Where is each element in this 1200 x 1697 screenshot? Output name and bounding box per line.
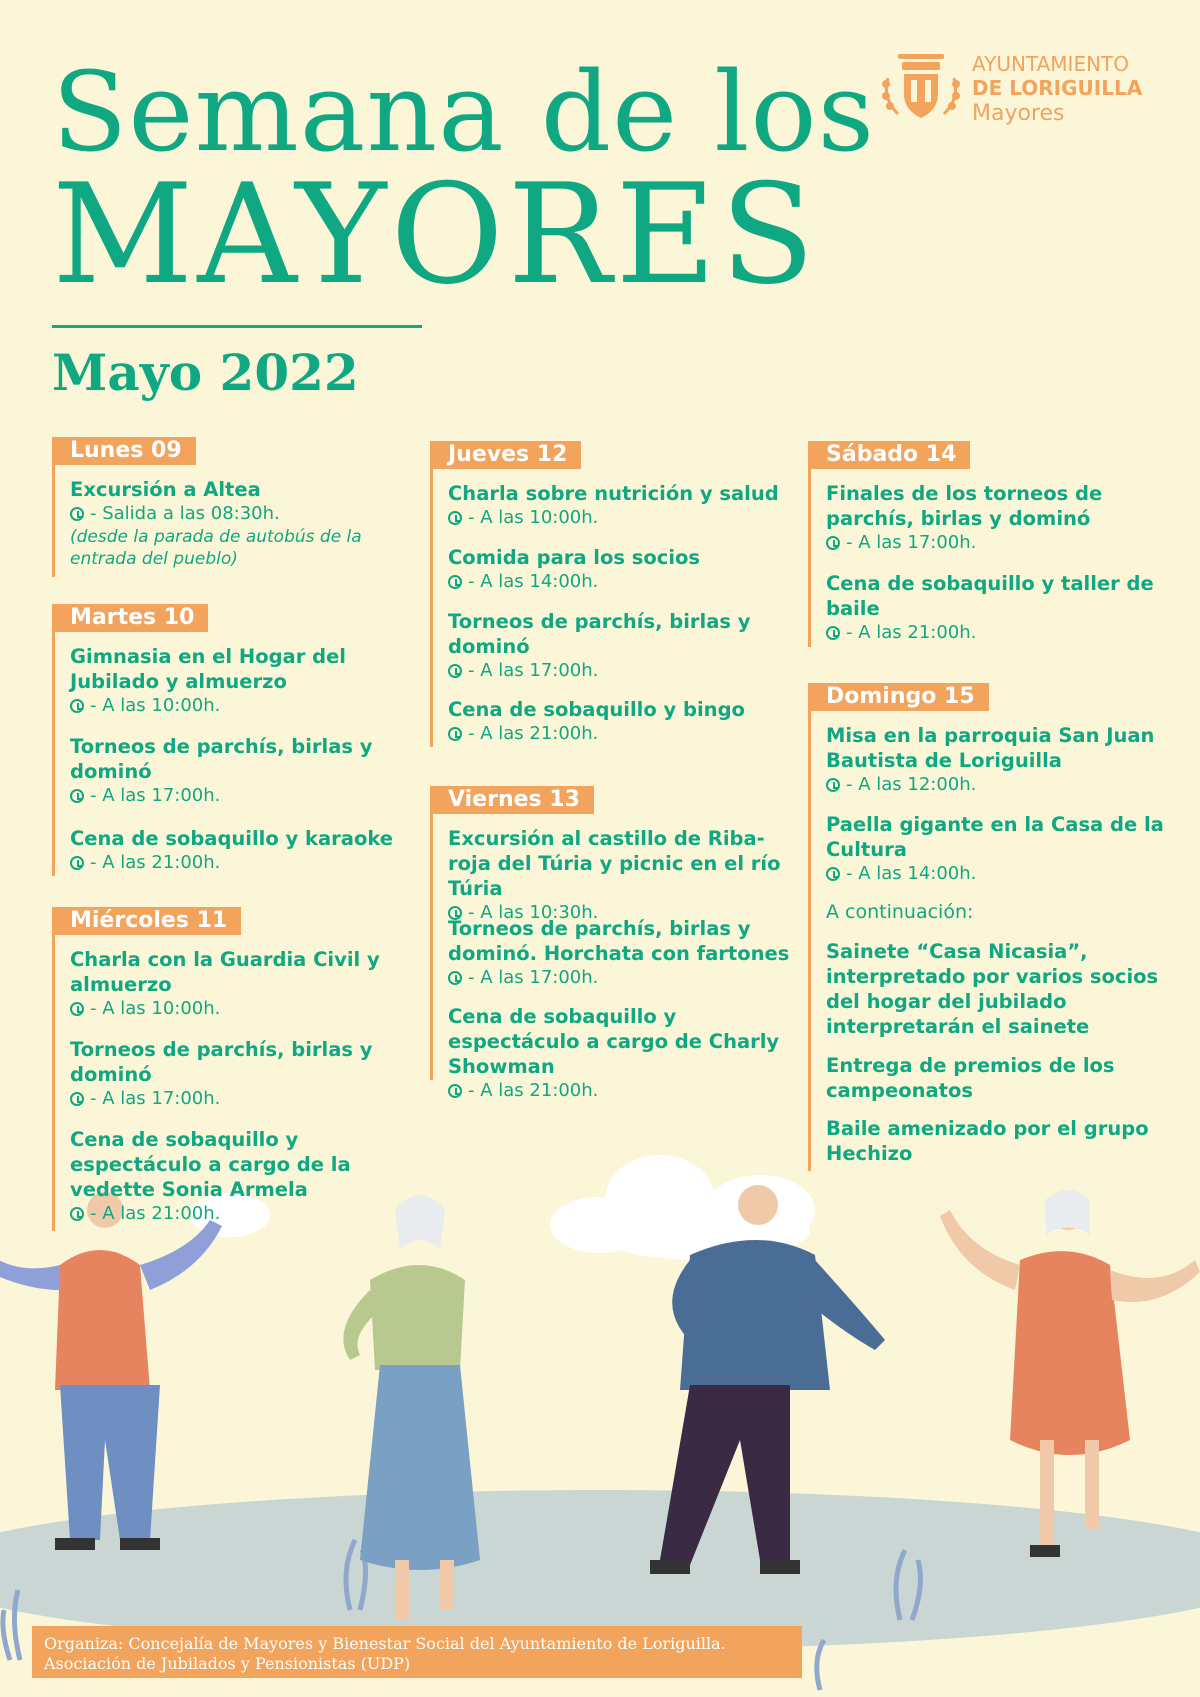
clock-icon [448,664,462,678]
event-item [826,1053,1171,1103]
dancer-man-1 [0,1192,222,1550]
day-label-lunes: Lunes 09 [55,437,196,465]
organizer-footer [32,1626,802,1678]
event-time: - A las 21:00h. [448,1079,793,1103]
event-title: Cena de sobaquillo y karaoke [70,827,394,850]
event-title: Cena de sobaquillo y espectáculo a cargo de la vedette Sonia Armela [70,1128,351,1201]
footer-line-2: Asociación de Jubilados y Pensionistas (UDP) [44,1654,411,1673]
event-title: Cena de sobaquillo y espectáculo a cargo de Charly Showman [448,1005,780,1078]
event-continuation [826,900,1171,925]
event-time: - A las 12:00h. [826,773,1171,797]
event-item [70,734,415,808]
logo-line-3: Mayores [972,101,1065,126]
title-line-1: Semana de los [52,48,876,176]
event-item [448,545,793,594]
event-title: Torneos de parchís, birlas y dominó [70,735,373,783]
event-time: - A las 17:00h. [826,531,1171,555]
event-time: - Salida a las 08:30h. [70,502,415,526]
event-time: - A las 10:00h. [70,694,415,718]
event-time: - A las 10:00h. [70,997,415,1021]
clock-icon [826,867,840,881]
clock-icon [826,778,840,792]
event-title: Excursión a Altea [70,478,261,501]
event-title: Baile amenizado por el grupo Hechizo [826,1117,1149,1165]
event-title: Charla sobre nutrición y salud [448,482,779,505]
event-title: Cena de sobaquillo y taller de baile [826,572,1154,620]
event-item [70,644,415,718]
event-title: Comida para los socios [448,546,701,569]
event-item [448,826,793,925]
event-title: Sainete “Casa Nicasia”, interpretado por varios socios del hogar del jubilado interpretarán el sainete [826,940,1159,1038]
event-item [448,916,793,990]
clock-icon [448,727,462,741]
day-label-viernes: Viernes 13 [433,786,594,814]
event-time: - A las 17:00h. [70,1087,415,1111]
event-time: - A las 10:30h. [448,901,793,925]
clock-icon [70,789,84,803]
event-note: (desde la parada de autobús de la entrada del pueblo) [70,527,362,569]
clock-icon [70,1092,84,1106]
event-title: Entrega de premios de los campeonatos [826,1054,1115,1102]
day-label-martes: Martes 10 [55,604,208,632]
day-jueves [430,441,815,747]
month-label: Mayo 2022 [52,343,359,402]
event-title: Paella gigante en la Casa de la Cultura [826,813,1164,861]
clock-icon [448,511,462,525]
day-label-jueves: Jueves 12 [433,441,581,469]
clock-icon [70,1002,84,1016]
clock-icon [448,575,462,589]
dancer-woman-1 [343,1195,480,1620]
event-title: Finales de los torneos de parchís, birlas y dominó [826,482,1103,530]
event-title: Torneos de parchís, birlas y dominó [448,610,751,658]
event-time: - A las 21:00h. [70,1202,415,1226]
event-title: Torneos de parchís, birlas y dominó [70,1038,373,1086]
event-item [826,939,1171,1039]
event-title: Torneos de parchís, birlas y dominó. Horchata con fartones [448,917,790,965]
event-item [448,697,793,746]
event-time: - A las 21:00h. [448,722,793,746]
event-item [826,812,1171,886]
event-title: Charla con la Guardia Civil y almuerzo [70,948,380,996]
day-label-domingo: Domingo 15 [811,683,989,711]
footer-line-1: Organiza: Concejalía de Mayores y Bienestar Social del Ayuntamiento de Loriguilla. [44,1634,726,1653]
event-time: - A las 14:00h. [826,862,1171,886]
event-item [826,723,1171,797]
event-time: - A las 17:00h. [448,659,793,683]
dancer-woman-2 [940,1190,1200,1557]
event-item [826,571,1171,645]
event-time: - A las 10:00h. [448,506,793,530]
day-sabado [808,441,1193,647]
continuation-label: A continuación: [826,901,974,923]
clock-icon [70,699,84,713]
day-martes [52,604,437,876]
day-miercoles [52,907,437,1231]
event-time: - A las 21:00h. [70,851,415,875]
event-time: - A las 17:00h. [70,784,415,808]
event-time: - A las 17:00h. [448,966,793,990]
day-domingo [808,683,1193,1171]
event-time: - A las 21:00h. [826,621,1171,645]
event-item [826,1116,1171,1166]
event-item [70,1037,415,1111]
clock-icon [448,971,462,985]
title-divider [52,325,422,328]
clock-icon [70,856,84,870]
clock-icon [448,1084,462,1098]
title-line-2: MAYORES [52,154,819,315]
event-title: Gimnasia en el Hogar del Jubilado y almuerzo [70,645,346,693]
event-item [826,481,1171,555]
event-title: Misa en la parroquia San Juan Bautista de Loriguilla [826,724,1155,772]
event-item [448,1004,793,1103]
day-viernes [430,786,815,1101]
logo-line-1: AYUNTAMIENTO [972,52,1130,76]
logo-line-2: DE LORIGUILLA [972,76,1143,100]
clock-icon [70,507,84,521]
event-title: Excursión al castillo de Riba-roja del Túria y picnic en el río Túria [448,827,781,900]
day-label-miercoles: Miércoles 11 [55,907,241,935]
day-label-sabado: Sábado 14 [811,441,970,469]
event-time: - A las 14:00h. [448,570,793,594]
event-item [448,609,793,683]
clock-icon [70,1207,84,1221]
event-item [70,477,415,570]
event-item [70,826,415,875]
day-lunes [52,437,437,577]
logo-text [972,52,1142,128]
event-item [70,1127,415,1226]
event-item [448,481,793,530]
coat-of-arms-icon [878,48,964,126]
event-item [70,947,415,1021]
ayuntamiento-logo [878,48,1158,138]
clock-icon [826,626,840,640]
event-title: Cena de sobaquillo y bingo [448,698,745,721]
clock-icon [826,536,840,550]
